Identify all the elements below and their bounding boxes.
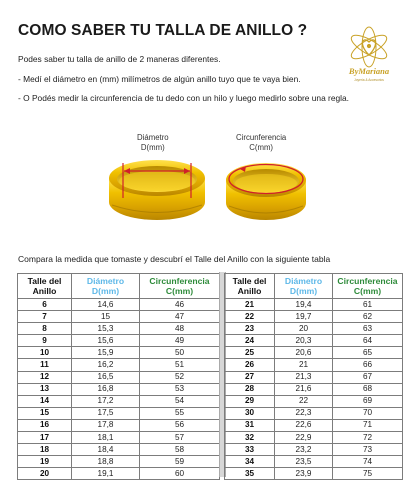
table-row [18, 371, 220, 383]
cell-circunferencia: 49 [140, 335, 220, 347]
cell-circunferencia: 56 [140, 419, 220, 431]
cell-talla: 35 [225, 468, 275, 480]
size-table-left [17, 273, 220, 480]
cell-diametro: 14,6 [72, 299, 140, 311]
cell-circunferencia: 53 [140, 383, 220, 395]
logo-brand-text: ByMariana [348, 66, 390, 76]
cell-circunferencia: 74 [333, 456, 403, 468]
table-row [225, 456, 403, 468]
table-row [18, 359, 220, 371]
table-row [225, 383, 403, 395]
intro-line-2: - Medí el diámetro en (mm) milímetros de algún anillo tuyo que te vaya bien. [18, 74, 301, 84]
ring-circumference [226, 163, 306, 220]
cell-circunferencia: 57 [140, 432, 220, 444]
cell-circunferencia: 59 [140, 456, 220, 468]
cell-diametro: 22,6 [275, 419, 333, 431]
cell-talla: 27 [225, 371, 275, 383]
cell-talla: 18 [18, 444, 72, 456]
size-table-right [224, 273, 403, 480]
cell-talla: 29 [225, 395, 275, 407]
table-row [18, 311, 220, 323]
cell-circunferencia: 64 [333, 335, 403, 347]
cell-diametro: 21,3 [275, 371, 333, 383]
cell-diametro: 15,6 [72, 335, 140, 347]
table-header-row [18, 274, 220, 299]
cell-talla: 21 [225, 299, 275, 311]
table-row [18, 395, 220, 407]
cell-diametro: 19,1 [72, 468, 140, 480]
header-circunferencia: Circunferencia C(mm) [333, 274, 403, 299]
cell-talla: 10 [18, 347, 72, 359]
table-row [225, 432, 403, 444]
header-diametro: Diámetro D(mm) [275, 274, 333, 299]
cell-diametro: 20,6 [275, 347, 333, 359]
cell-talla: 24 [225, 335, 275, 347]
cell-talla: 19 [18, 456, 72, 468]
table-row [225, 444, 403, 456]
cell-diametro: 15 [72, 311, 140, 323]
cell-circunferencia: 48 [140, 323, 220, 335]
cell-circunferencia: 63 [333, 323, 403, 335]
cell-diametro: 20 [275, 323, 333, 335]
table-header-row [225, 274, 403, 299]
cell-talla: 20 [18, 468, 72, 480]
cell-diametro: 16,8 [72, 383, 140, 395]
cell-diametro: 22,3 [275, 407, 333, 419]
cell-circunferencia: 62 [333, 311, 403, 323]
cell-diametro: 23,2 [275, 444, 333, 456]
cell-diametro: 20,3 [275, 335, 333, 347]
table-row [225, 335, 403, 347]
intro-line-1: Podes saber tu talla de anillo de 2 maneras diferentes. [18, 54, 221, 64]
cell-circunferencia: 70 [333, 407, 403, 419]
cell-circunferencia: 72 [333, 432, 403, 444]
cell-talla: 33 [225, 444, 275, 456]
table-row [18, 468, 220, 480]
cell-diametro: 17,2 [72, 395, 140, 407]
cell-talla: 7 [18, 311, 72, 323]
cell-talla: 34 [225, 456, 275, 468]
cell-circunferencia: 69 [333, 395, 403, 407]
table-row [225, 395, 403, 407]
cell-diametro: 18,4 [72, 444, 140, 456]
cell-circunferencia: 73 [333, 444, 403, 456]
cell-talla: 9 [18, 335, 72, 347]
circumference-label: Circunferencia C(mm) [236, 133, 287, 152]
cell-diametro: 16,2 [72, 359, 140, 371]
table-row [225, 468, 403, 480]
table-row [18, 456, 220, 468]
table-row [18, 335, 220, 347]
cell-talla: 11 [18, 359, 72, 371]
cell-talla: 8 [18, 323, 72, 335]
logo-tagline-text: Joyería & Accesorios [354, 78, 384, 82]
cell-talla: 13 [18, 383, 72, 395]
cell-diametro: 19,4 [275, 299, 333, 311]
table-row [225, 407, 403, 419]
cell-diametro: 21 [275, 359, 333, 371]
diameter-label: Diámetro D(mm) [137, 133, 169, 152]
cell-diametro: 23,9 [275, 468, 333, 480]
cell-diametro: 19,7 [275, 311, 333, 323]
cell-circunferencia: 55 [140, 407, 220, 419]
cell-circunferencia: 50 [140, 347, 220, 359]
cell-diametro: 22,9 [275, 432, 333, 444]
cell-circunferencia: 60 [140, 468, 220, 480]
cell-circunferencia: 68 [333, 383, 403, 395]
cell-talla: 6 [18, 299, 72, 311]
cell-talla: 17 [18, 432, 72, 444]
cell-circunferencia: 61 [333, 299, 403, 311]
cell-circunferencia: 54 [140, 395, 220, 407]
cell-talla: 28 [225, 383, 275, 395]
header-diametro: Diámetro D(mm) [72, 274, 140, 299]
table-row [18, 347, 220, 359]
cell-talla: 14 [18, 395, 72, 407]
cell-talla: 15 [18, 407, 72, 419]
header-talla: Talle del Anillo [18, 274, 72, 299]
cell-circunferencia: 46 [140, 299, 220, 311]
cell-circunferencia: 71 [333, 419, 403, 431]
cell-diametro: 18,8 [72, 456, 140, 468]
table-row [225, 323, 403, 335]
table-row [18, 299, 220, 311]
intro-line-3: - O Podés medir la circunferencia de tu dedo con un hilo y luego medirlo sobre una regla. [18, 93, 350, 103]
cell-circunferencia: 65 [333, 347, 403, 359]
cell-circunferencia: 58 [140, 444, 220, 456]
cell-diametro: 21,6 [275, 383, 333, 395]
cell-circunferencia: 52 [140, 371, 220, 383]
cell-diametro: 23,5 [275, 456, 333, 468]
table-row [18, 419, 220, 431]
cell-talla: 26 [225, 359, 275, 371]
table-row [225, 311, 403, 323]
table-row [225, 299, 403, 311]
cell-circunferencia: 75 [333, 468, 403, 480]
cell-talla: 31 [225, 419, 275, 431]
table-row [225, 371, 403, 383]
cell-talla: 16 [18, 419, 72, 431]
cell-diametro: 17,5 [72, 407, 140, 419]
cell-diametro: 17,8 [72, 419, 140, 431]
header-talla: Talle del Anillo [225, 274, 275, 299]
compare-instruction: Compara la medida que tomaste y descubrí el Talle del Anillo con la siguiente tabla [18, 254, 331, 264]
cell-talla: 23 [225, 323, 275, 335]
cell-talla: 22 [225, 311, 275, 323]
table-row [225, 347, 403, 359]
cell-talla: 12 [18, 371, 72, 383]
table-row [18, 323, 220, 335]
page-title: COMO SABER TU TALLA DE ANILLO ? [18, 22, 308, 39]
table-row [18, 407, 220, 419]
cell-diametro: 16,5 [72, 371, 140, 383]
cell-talla: 25 [225, 347, 275, 359]
cell-circunferencia: 51 [140, 359, 220, 371]
cell-diametro: 15,3 [72, 323, 140, 335]
cell-circunferencia: 67 [333, 371, 403, 383]
table-row [225, 359, 403, 371]
cell-talla: 32 [225, 432, 275, 444]
cell-diametro: 18,1 [72, 432, 140, 444]
cell-diametro: 15,9 [72, 347, 140, 359]
cell-circunferencia: 66 [333, 359, 403, 371]
cell-talla: 30 [225, 407, 275, 419]
cell-diametro: 22 [275, 395, 333, 407]
cell-circunferencia: 47 [140, 311, 220, 323]
table-row [225, 419, 403, 431]
table-row [18, 383, 220, 395]
table-row [18, 444, 220, 456]
header-circunferencia: Circunferencia C(mm) [140, 274, 220, 299]
table-row [18, 432, 220, 444]
